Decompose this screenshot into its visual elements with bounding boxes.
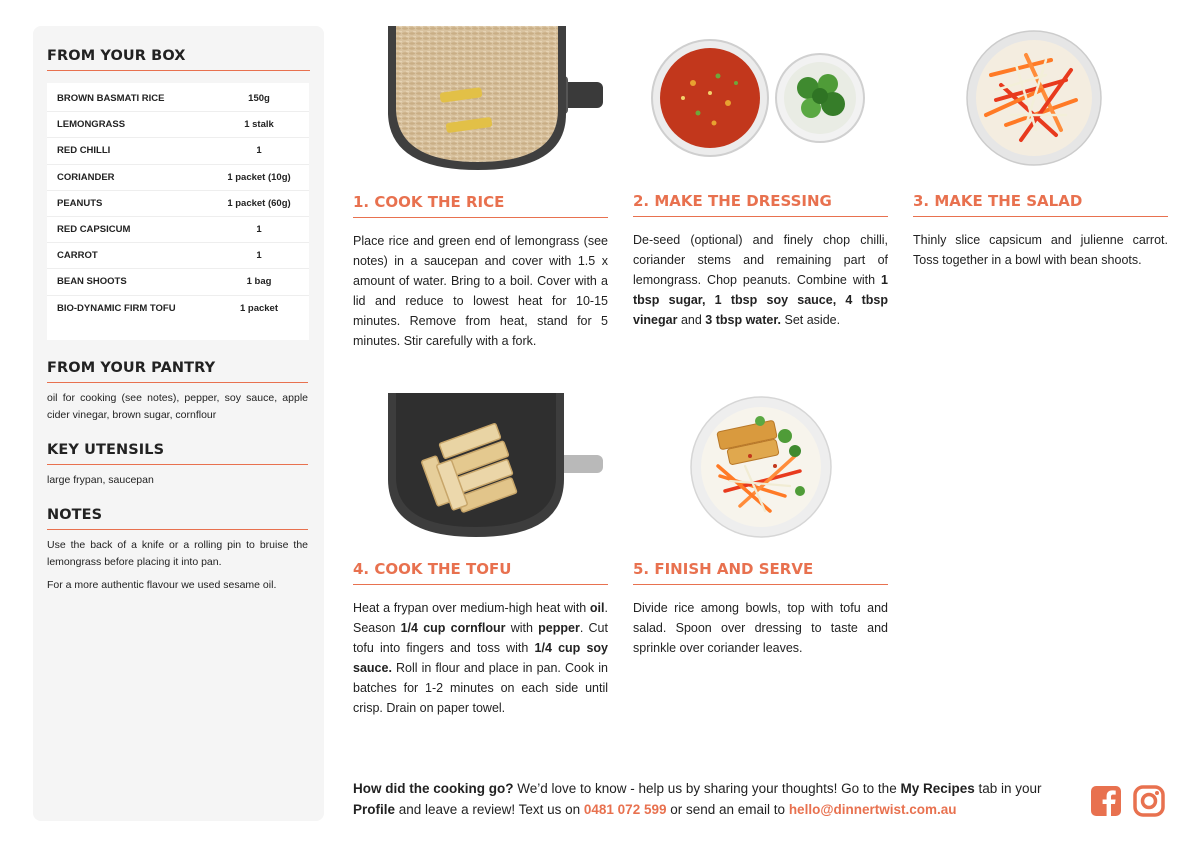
served-plate-photo	[690, 396, 832, 538]
pantry-text: oil for cooking (see notes), pepper, soy sauce, apple cider vinegar, brown sugar, cornflour	[47, 391, 308, 421]
step-5	[633, 560, 888, 658]
step-3-text: Thinly slice capsicum and julienne carrot. Toss together in a bowl with bean shoots.	[913, 233, 1168, 267]
step-4-title: 4. COOK THE TOFU	[353, 560, 608, 585]
table-row	[47, 86, 309, 112]
step-2-text: De-seed (optional) and finely chop chilli, coriander stems and remaining part of lemongrass. Chop peanuts. Combine with 1 tbsp sugar, 1 tbsp soy sauce, 4 tbsp vinegar and 3 tbsp water. Set aside.	[633, 233, 888, 327]
dressing-bowls-photo	[648, 38, 866, 158]
salad-bowl-photo	[966, 30, 1102, 166]
utensils-text: large frypan, saucepan	[47, 473, 154, 486]
step-5-title: 5. FINISH AND SERVE	[633, 560, 888, 585]
ingredient-qty: 1 packet (60g)	[227, 197, 291, 209]
ingredient-qty: 1 bag	[246, 276, 272, 288]
ingredient-qty: 1	[256, 250, 262, 262]
step-1	[353, 193, 608, 351]
box-ingredients-table	[47, 83, 309, 340]
my-recipes-label: My Recipes	[900, 781, 975, 796]
ingredient-name: PEANUTS	[57, 197, 103, 209]
table-row	[47, 296, 309, 322]
ingredient-name: BIO-DYNAMIC FIRM TOFU	[57, 303, 176, 315]
step-1-text: Place rice and green end of lemongrass (see notes) in a saucepan and cover with 1.5 x amount of water. Bring to a boil. Cover with a lid and reduce to lowest heat for 10-15 minutes. Remove from heat, stand for 5 minutes. Stir carefully with a fork.	[353, 234, 608, 348]
box-heading: FROM YOUR BOX	[47, 48, 310, 71]
ingredient-name: BROWN BASMATI RICE	[57, 93, 165, 105]
note-text: For a more authentic flavour we used sesame oil.	[47, 578, 277, 591]
step-4-text: Heat a frypan over medium-high heat with oil. Season 1/4 cup cornflour with pepper. Cut tofu into fingers and toss with 1/4 cup soy sauce. Roll in flour and place in pan. Cook in batches for 1-2 minutes on each side until crisp. Drain on paper towel.	[353, 601, 608, 715]
email-link[interactable]: hello@dinnertwist.com.au	[788, 802, 957, 817]
ingredient-name: CORIANDER	[57, 171, 115, 183]
instagram-icon[interactable]	[1133, 785, 1165, 817]
ingredient-qty: 1 stalk	[244, 119, 274, 131]
ingredient-name: BEAN SHOOTS	[57, 276, 127, 288]
table-row	[47, 165, 309, 191]
table-row	[47, 217, 309, 243]
ingredient-qty: 1 packet (10g)	[227, 171, 291, 183]
ingredient-name: RED CAPSICUM	[57, 224, 131, 236]
feedback-question: How did the cooking go?	[353, 781, 514, 796]
step-5-text: Divide rice among bowls, top with tofu and salad. Spoon over dressing to taste and sprinkle over coriander leaves.	[633, 601, 888, 655]
tofu-frypan-photo	[388, 393, 603, 537]
utensils-heading: KEY UTENSILS	[47, 442, 308, 465]
ingredient-qty: 1	[256, 145, 262, 157]
ingredient-name: LEMONGRASS	[57, 119, 126, 131]
ingredient-qty: 1	[256, 224, 262, 236]
notes-heading: NOTES	[47, 507, 308, 530]
notes-section	[47, 507, 310, 594]
table-row	[47, 243, 309, 269]
table-row	[47, 191, 309, 217]
table-row	[47, 269, 309, 295]
step-3-title: 3. MAKE THE SALAD	[913, 192, 1168, 217]
table-row	[47, 112, 309, 138]
profile-label: Profile	[353, 802, 396, 817]
ingredient-qty: 150g	[248, 93, 270, 105]
rice-saucepan-photo	[388, 26, 603, 170]
utensils-section	[47, 442, 310, 489]
pantry-heading: FROM YOUR PANTRY	[47, 360, 308, 383]
step-2	[633, 192, 888, 330]
pantry-section	[47, 360, 310, 424]
facebook-icon[interactable]	[1090, 785, 1122, 817]
step-2-title: 2. MAKE THE DRESSING	[633, 192, 888, 217]
table-row	[47, 138, 309, 164]
ingredient-qty: 1 packet	[239, 303, 279, 315]
step-4	[353, 560, 608, 718]
step-1-title: 1. COOK THE RICE	[353, 193, 608, 218]
feedback-footer: How did the cooking go? We’d love to know - help us by sharing your thoughts! Go to the My Recipes tab in your Profile and leave a review! Text us on 0481 072 599 or send an email to hello@dinnertwist.com.au	[353, 781, 1042, 817]
ingredient-name: RED CHILLI	[57, 145, 111, 157]
step-3	[913, 192, 1168, 270]
phone-link[interactable]: 0481 072 599	[583, 802, 667, 817]
ingredient-name: CARROT	[57, 250, 98, 262]
note-text: Use the back of a knife or a rolling pin to bruise the lemongrass before placing it into pan.	[47, 538, 308, 568]
ingredients-sidebar	[33, 26, 324, 821]
